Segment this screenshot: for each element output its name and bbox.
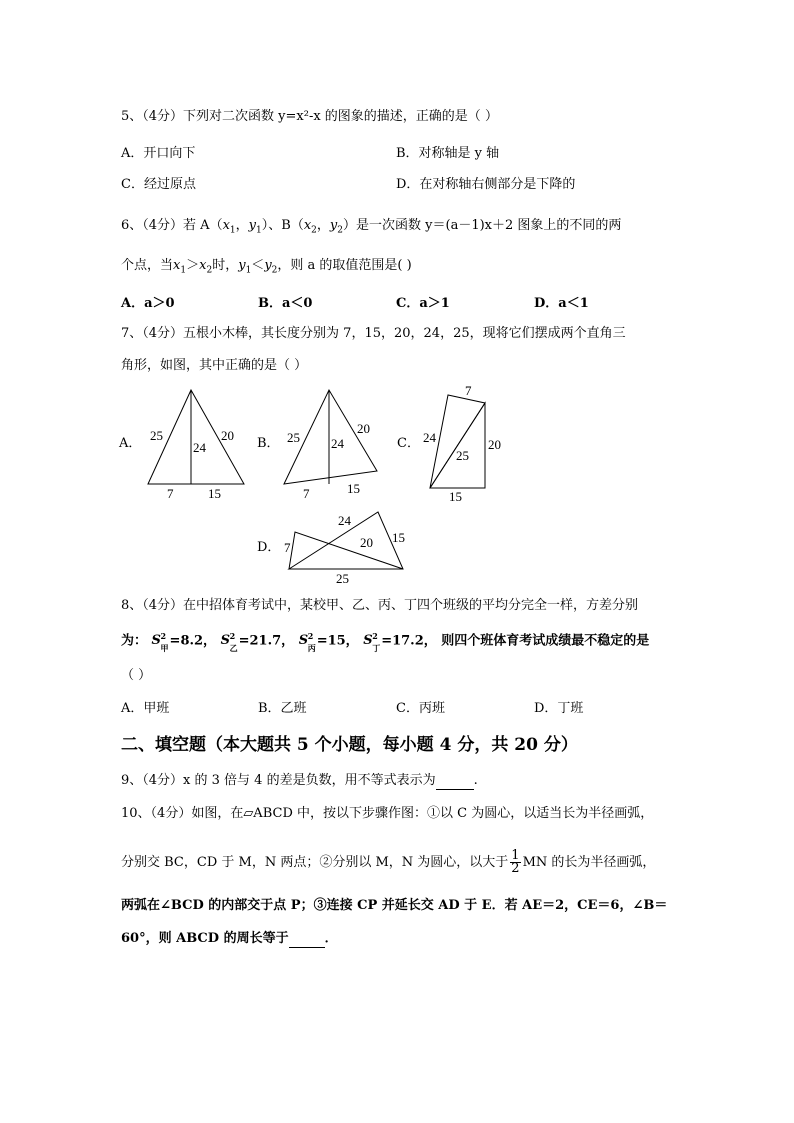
fig-b-label-20: 20 — [357, 421, 370, 436]
fig-d-right-triangle — [289, 512, 403, 569]
fig-a-label-24: 24 — [193, 440, 206, 455]
q7-option-a-label[interactable]: A． — [119, 436, 142, 451]
q9-answer-blank[interactable] — [436, 773, 474, 790]
q5-option-c[interactable]: C．经过原点 — [121, 177, 196, 192]
fig-c-upper-triangle — [430, 395, 485, 488]
fig-b-label-7: 7 — [303, 486, 310, 501]
q8-line3: （ ） — [121, 668, 152, 683]
q8-option-b[interactable]: B．乙班 — [258, 701, 307, 716]
fig-a-label-15: 15 — [208, 486, 221, 501]
q6-option-a[interactable]: A．a＞0 — [121, 296, 175, 311]
fig-d-label-7: 7 — [284, 540, 291, 555]
fig-a-label-7: 7 — [167, 486, 174, 501]
q5-stem: 5、（4分）下列对二次函数 y=x²-x 的图象的描述，正确的是（ ） — [121, 109, 498, 124]
fig-b-triangle — [284, 390, 377, 484]
fig-d-label-15: 15 — [392, 530, 405, 545]
q8-line1: 8、（4分）在中招体育考试中，某校甲、乙、丙、丁四个班级的平均分完全一样，方差分别 — [121, 598, 639, 613]
q8-option-a[interactable]: A．甲班 — [121, 701, 170, 716]
q10-line1: 10、（4分）如图，在▱ABCD 中，按以下步骤作图：①以 C 为圆心，以适当长为半径画弧， — [121, 806, 654, 821]
fig-b-label-15: 15 — [347, 481, 360, 496]
q8-option-c[interactable]: C．丙班 — [396, 701, 445, 716]
fig-a-label-20: 20 — [221, 428, 234, 443]
q7-option-d-label[interactable]: D． — [257, 540, 281, 555]
q6-option-d[interactable]: D．a＜1 — [534, 296, 589, 311]
fig-c-label-15: 15 — [449, 489, 462, 504]
q5-option-d[interactable]: D．在对称轴右侧部分是下降的 — [396, 177, 576, 192]
fig-c-label-24: 24 — [423, 430, 436, 445]
q8-option-d[interactable]: D．丁班 — [534, 701, 584, 716]
fig-c-lower-triangle — [430, 403, 485, 488]
q6-option-c[interactable]: C．a＞1 — [396, 296, 450, 311]
q10-line4: 60°，则 ABCD 的周长等于 ． — [121, 931, 338, 946]
fig-d-label-20: 20 — [360, 535, 373, 550]
q7-option-b-label[interactable]: B． — [257, 436, 280, 451]
q6-line2: 个点，当$x_1>x_2$时，$y_1<y_2$，则 a 的取值范围是( ) — [121, 258, 412, 276]
fig-d-left-triangle — [289, 532, 403, 569]
q10-line2: 分别交 BC，CD 于 M，N 两点；②分别以 M，N 为圆心，以大于 $\frac{1}{2}$ MN 的长为半径画弧， — [121, 848, 656, 876]
fig-c-label-20: 20 — [488, 437, 501, 452]
section-2-heading: 二、填空题（本大题共 5 个小题，每小题 4 分，共 20 分） — [121, 735, 578, 755]
q7-line1: 7、（4分）五根小木棒，其长度分别为 7，15，20，24，25，现将它们摆成两个直角三 — [121, 326, 626, 341]
q9-text: 9、（4分）x 的 3 倍与 4 的差是负数，用不等式表示为 . — [121, 773, 478, 788]
q5-option-b[interactable]: B．对称轴是 y 轴 — [396, 146, 500, 161]
q6-line1: 6、（4分）若 $A(x_1$，$y_1$）、$B(x_2$，$y_2$）是一次函数 y＝(a－1)x＋2 图象上的不同的两 — [121, 218, 622, 236]
fig-a-triangle — [148, 390, 244, 484]
fig-c-label-25: 25 — [456, 448, 469, 463]
q7-option-c-label[interactable]: C． — [397, 436, 420, 451]
fig-d-label-24: 24 — [338, 513, 351, 528]
q5-option-a[interactable]: A．开口向下 — [121, 146, 196, 161]
q7-line2: 角形，如图，其中正确的是（ ） — [121, 358, 308, 373]
q10-answer-blank[interactable] — [289, 931, 325, 948]
q8-line2: 为： S 2 甲 =8.2， S 2 乙 =21.7， S 2 丙 =15， S 2 丁 =17.2， 则四个班体育考试成绩最不稳定的是 — [121, 631, 650, 653]
fig-b-label-24: 24 — [331, 436, 344, 451]
fig-d-label-25: 25 — [336, 571, 349, 586]
q10-line3: 两弧在∠BCD 的内部交于点 P；③连接 CP 并延长交 AD 于 E．若 AE＝2，CE＝6，∠B＝ — [121, 898, 668, 913]
fig-a-label-25: 25 — [150, 428, 163, 443]
fig-c-label-7: 7 — [465, 383, 472, 398]
fig-b-label-25: 25 — [287, 430, 300, 445]
q10-fraction: $\frac{1}{2}$ — [511, 848, 520, 876]
q6-option-b[interactable]: B．a＜0 — [258, 296, 313, 311]
